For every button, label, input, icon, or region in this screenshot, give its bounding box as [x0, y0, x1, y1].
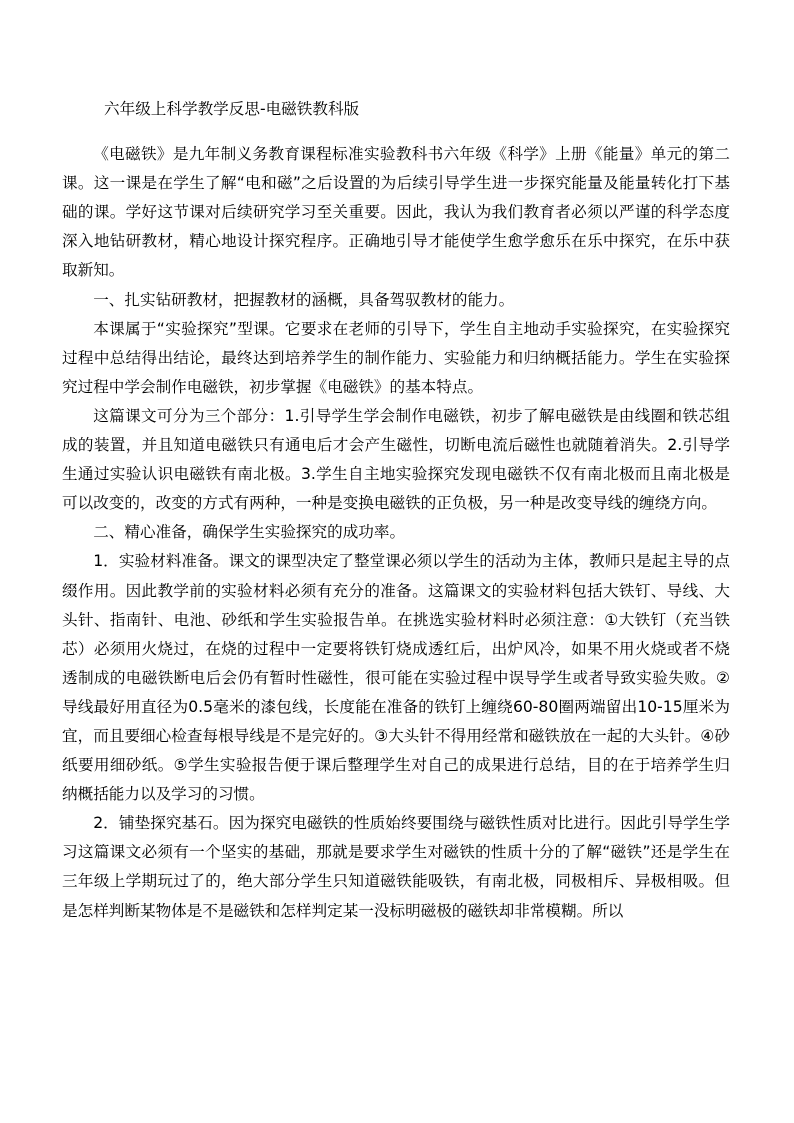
- paragraph-foundation: 2．铺垫探究基石。因为探究电磁铁的性质始终要围绕与磁铁性质对比进行。因此引导学生学习这篇课文必须有一个坚实的基础，那就是要求学生对磁铁的性质十分的了解“磁铁”还是学生在三年级上学期玩过了的，绝大部分学生只知道磁铁能吸铁，有南北极，同极相斥、异极相吸。但是怎样判断某物体是不是磁铁和怎样判定某一没标明磁极的磁铁却非常模糊。所以: [62, 814, 730, 920]
- section-heading-2: 二、精心准备，确保学生实验探究的成功率。: [93, 523, 406, 542]
- paragraph-materials: 1．实验材料准备。课文的课型决定了整堂课必须以学生的活动为主体，教师只是起主导的点缀作用。因此教学前的实验材料必须有充分的准备。这篇课文的实验材料包括大铁钉、导线、大头针、指南针、电池、砂纸和学生实验报告单。在挑选实验材料时必须注意：①大铁钉（充当铁芯）必须用火烧过，在烧的过程中一定要将铁钉烧成透红后，出炉风冷，如果不用火烧或者不烧透制成的电磁铁断电后会仍有暂时性磁性，很可能在实验过程中误导学生或者导致实验失败。②导线最好用直径为0.5毫米的漆包线，长度能在准备的铁钉上缠绕60-80圈两端留出10-15厘米为宜，而且要细心检查每根导线是不是完好的。③大头针不得用经常和磁铁放在一起的大头针。④砂纸要用细砂纸。⑤学生实验报告便于课后整理学生对自己的成果进行总结，目的在于培养学生归纳概括能力以及学习的习惯。: [62, 552, 730, 804]
- paragraph-intro: 《电磁铁》是九年制义务教育课程标准实验教科书六年级《科学》上册《能量》单元的第二课。这一课是在学生了解“电和磁”之后设置的为后续引导学生进一步探究能量及能量转化打下基础的课。学好这节课对后续研究学习至关重要。因此，我认为我们教育者必须以严谨的科学态度深入地钻研教材，精心地设计探究程序。正确地引导才能使学生愈学愈乐在乐中探究，在乐中获取新知。: [62, 145, 730, 280]
- document-body: [62, 95, 730, 926]
- document-title: 六年级上科学教学反思-电磁铁教科版: [104, 100, 360, 118]
- paragraph-three-parts: 这篇课文可分为三个部分：1.引导学生学会制作电磁铁，初步了解电磁铁是由线圈和铁芯组成的装置，并且知道电磁铁只有通电后才会产生磁性，切断电流后磁性也就随着消失。2.引导学生通过实验认识电磁铁有南北极。3.学生自主地实验探究发现电磁铁不仅有南北极而且南北极是可以改变的，改变的方式有两种，一种是变换电磁铁的正负极，另一种是改变导线的缠绕方向。: [62, 406, 730, 513]
- section-heading-1: 一、扎实钻研教材，把握教材的涵概，具备驾驭教材的能力。: [93, 290, 515, 309]
- paragraph-lesson-type: 本课属于“实验探究”型课。它要求在老师的引导下，学生自主地动手实验探究，在实验探究过程中总结得出结论，最终达到培养学生的制作能力、实验能力和归纳概括能力。学生在实验探究过程中学会制作电磁铁，初步掌握《电磁铁》的基本特点。: [62, 319, 730, 396]
